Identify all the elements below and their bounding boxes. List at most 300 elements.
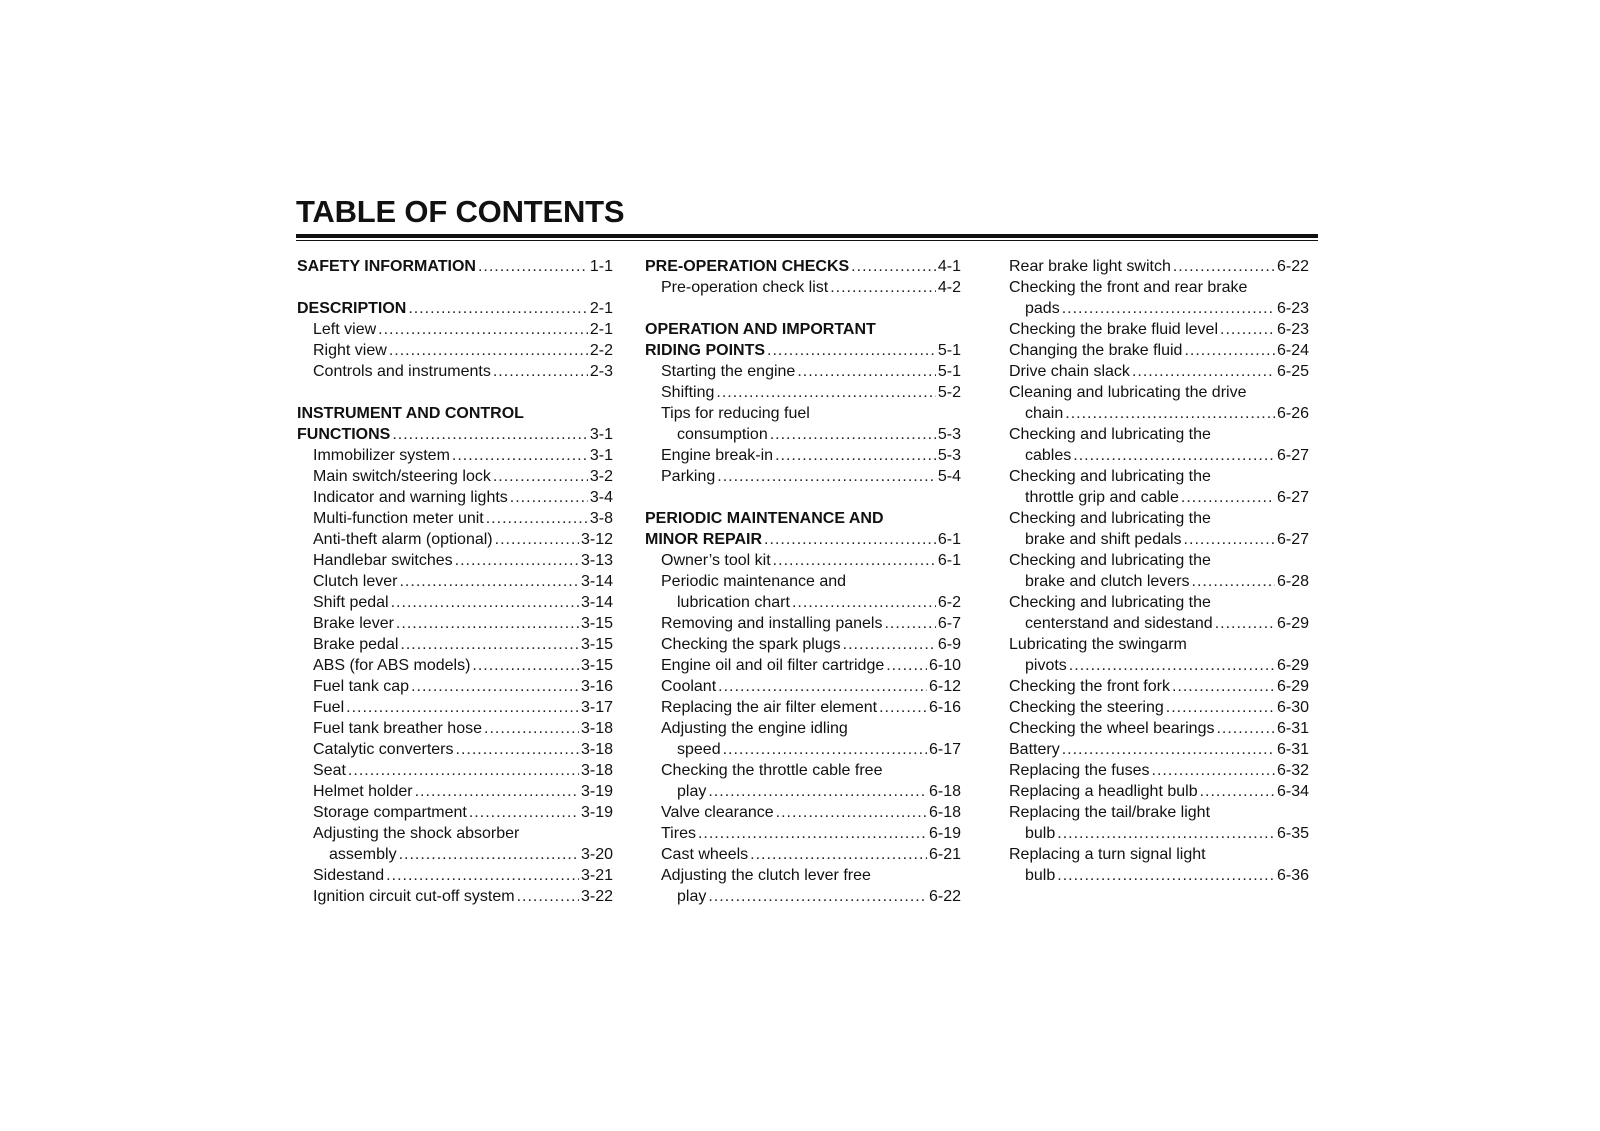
toc-dot-leader [392, 424, 588, 445]
toc-dot-leader [348, 760, 579, 781]
toc-entry-title: Pre-operation check list [661, 279, 829, 296]
toc-section-entry[interactable] [645, 529, 961, 550]
toc-entry-title: lubrication chart [677, 594, 790, 611]
toc-dot-leader [886, 655, 927, 676]
toc-page-number: 6-21 [928, 846, 961, 863]
toc-page-number: 6-31 [1276, 720, 1309, 737]
toc-entry[interactable] [1009, 613, 1309, 634]
toc-entry[interactable] [297, 508, 613, 529]
toc-entry-title: ABS (for ABS models) [313, 657, 471, 674]
toc-entry-title: Seat [313, 762, 346, 779]
toc-entry-title: PERIODIC MAINTENANCE AND [645, 510, 884, 527]
toc-entry[interactable] [297, 739, 613, 760]
toc-page-number: 6-35 [1276, 825, 1309, 842]
toc-page-number: 6-7 [937, 615, 961, 632]
toc-entry-title: Checking and lubricating the [1009, 468, 1211, 485]
toc-dot-leader [776, 802, 927, 823]
toc-entry[interactable] [645, 886, 961, 907]
toc-page-number: 2-3 [589, 363, 613, 380]
toc-entry-title: Checking the throttle cable free [661, 762, 883, 779]
toc-entry-title: Periodic maintenance and [661, 573, 847, 590]
toc-entry[interactable] [297, 319, 613, 340]
toc-dot-leader [408, 298, 588, 319]
toc-entry[interactable] [1009, 781, 1309, 802]
toc-entry-title: Fuel tank cap [313, 678, 410, 695]
toc-dot-leader [346, 697, 579, 718]
toc-dot-leader [456, 739, 579, 760]
toc-entry-title: Coolant [661, 678, 717, 695]
toc-entry[interactable] [297, 781, 613, 802]
toc-dot-leader [391, 592, 579, 613]
toc-entry-title: Owner’s tool kit [661, 552, 771, 569]
toc-entry-title: Replacing a headlight bulb [1009, 783, 1198, 800]
toc-dot-leader [411, 676, 579, 697]
toc-entry[interactable] [645, 844, 961, 865]
toc-entry-title: Engine break-in [661, 447, 774, 464]
toc-entry[interactable] [1009, 529, 1309, 550]
toc-entry-title: Rear brake light switch [1009, 258, 1171, 275]
toc-entry[interactable] [645, 655, 961, 676]
toc-entry-title: cables [1025, 447, 1072, 464]
toc-entry[interactable] [297, 550, 613, 571]
toc-dot-leader [1184, 529, 1275, 550]
toc-entry-title: Replacing the tail/brake light [1009, 804, 1211, 821]
toc-dot-leader [389, 340, 588, 361]
toc-page-number: 3-2 [589, 468, 613, 485]
toc-entry-title: brake and clutch levers [1025, 573, 1190, 590]
toc-entry [645, 403, 961, 424]
toc-entry-title: Checking the steering [1009, 699, 1164, 716]
toc-entry-title: Storage compartment [313, 804, 467, 821]
toc-entry-title: Catalytic converters [313, 741, 454, 758]
toc-dot-leader [1200, 781, 1275, 802]
toc-page-number: 6-27 [1276, 447, 1309, 464]
toc-page-number: 6-19 [928, 825, 961, 842]
toc-entry-title: MINOR REPAIR [645, 531, 763, 548]
toc-entry-title: brake and shift pedals [1025, 531, 1182, 548]
toc-dot-leader [472, 655, 579, 676]
toc-entry[interactable] [645, 424, 961, 445]
toc-entry[interactable] [645, 676, 961, 697]
toc-page-number: 6-18 [928, 783, 961, 800]
toc-entry-title: Fuel [313, 699, 345, 716]
toc-entry-title: Checking and lubricating the [1009, 552, 1211, 569]
toc-entry [1009, 634, 1309, 655]
toc-page-number: 6-34 [1276, 783, 1309, 800]
toc-entry-title: Main switch/steering lock [313, 468, 491, 485]
toc-entry[interactable] [645, 802, 961, 823]
toc-entry [645, 571, 961, 592]
toc-dot-leader [386, 865, 579, 886]
toc-entry[interactable] [297, 718, 613, 739]
toc-page-number: 3-12 [580, 531, 613, 548]
toc-dot-leader [767, 340, 936, 361]
toc-dot-leader [698, 823, 927, 844]
toc-entry-title: Lubricating the swingarm [1009, 636, 1187, 653]
toc-page-number: 1-1 [589, 258, 613, 275]
toc-dot-leader [718, 676, 927, 697]
toc-dot-leader [493, 361, 588, 382]
toc-entry-title: bulb [1025, 867, 1056, 884]
toc-entry[interactable] [1009, 487, 1309, 508]
toc-entry-title: Anti-theft alarm (optional) [313, 531, 493, 548]
toc-dot-leader [1062, 739, 1275, 760]
toc-dot-leader [1069, 655, 1275, 676]
toc-dot-leader [1215, 613, 1275, 634]
toc-dot-leader [775, 445, 936, 466]
toc-entry[interactable] [297, 802, 613, 823]
toc-entry [1009, 277, 1309, 298]
toc-page-number: 3-20 [580, 846, 613, 863]
toc-entry-title: Tips for reducing fuel [661, 405, 810, 422]
toc-page-number: 6-27 [1276, 531, 1309, 548]
toc-entry[interactable] [1009, 697, 1309, 718]
toc-entry-title: Controls and instruments [313, 363, 491, 380]
toc-dot-leader [843, 634, 936, 655]
toc-dot-leader [1184, 340, 1275, 361]
toc-entry-title: DESCRIPTION [297, 300, 407, 317]
toc-entry-title: Checking the wheel bearings [1009, 720, 1215, 737]
toc-entry[interactable] [1009, 823, 1309, 844]
toc-dot-leader [486, 508, 588, 529]
toc-entry[interactable] [297, 634, 613, 655]
toc-entry[interactable] [297, 697, 613, 718]
toc-page-number: 3-14 [580, 573, 613, 590]
toc-entry[interactable] [297, 844, 613, 865]
toc-entry[interactable] [1009, 865, 1309, 886]
toc-entry[interactable] [645, 550, 961, 571]
toc-section-entry[interactable] [645, 256, 961, 277]
toc-dot-leader [1192, 571, 1275, 592]
toc-page-number: 3-15 [580, 615, 613, 632]
toc-dot-leader [1181, 487, 1275, 508]
toc-entry-title: Valve clearance [661, 804, 774, 821]
toc-dot-leader [478, 256, 588, 277]
toc-page-number: 4-2 [937, 279, 961, 296]
toc-page-number: 3-15 [580, 657, 613, 674]
toc-dot-leader [1065, 403, 1275, 424]
toc-entry[interactable] [297, 886, 613, 907]
toc-page-number: 6-1 [937, 552, 961, 569]
toc-dot-leader [770, 424, 936, 445]
toc-entry-title: Multi-function meter unit [313, 510, 484, 527]
toc-entry[interactable] [297, 361, 613, 382]
toc-entry-title: Clutch lever [313, 573, 398, 590]
toc-page-number: 3-18 [580, 741, 613, 758]
toc-entry-title: Checking the brake fluid level [1009, 321, 1219, 338]
toc-entry-title: OPERATION AND IMPORTANT [645, 321, 876, 338]
toc-entry [1009, 382, 1309, 403]
toc-entry-title: bulb [1025, 825, 1056, 842]
toc-entry[interactable] [1009, 298, 1309, 319]
toc-dot-leader [851, 256, 936, 277]
toc-entry[interactable] [297, 529, 613, 550]
toc-page-number: 3-4 [589, 489, 613, 506]
toc-page-number: 2-1 [589, 321, 613, 338]
toc-entry-title: centerstand and sidestand [1025, 615, 1213, 632]
toc-page-number: 6-1 [937, 531, 961, 548]
toc-entry-title: Changing the brake fluid [1009, 342, 1183, 359]
toc-entry[interactable] [1009, 655, 1309, 676]
toc-entry[interactable] [297, 865, 613, 886]
toc-entry[interactable] [645, 466, 961, 487]
toc-page-number: 6-16 [928, 699, 961, 716]
toc-column-3 [1009, 256, 1309, 886]
toc-entry-title: Checking and lubricating the [1009, 426, 1211, 443]
toc-entry-title: Adjusting the clutch lever free [661, 867, 871, 884]
toc-entry-title: Fuel tank breather hose [313, 720, 482, 737]
toc-entry [645, 760, 961, 781]
toc-entry [1009, 802, 1309, 823]
toc-entry-title: Shifting [661, 384, 715, 401]
toc-dot-leader [830, 277, 936, 298]
toc-entry[interactable] [645, 361, 961, 382]
toc-page-number: 6-36 [1276, 867, 1309, 884]
toc-page-number: 6-17 [928, 741, 961, 758]
toc-entry-title: Checking the front fork [1009, 678, 1170, 695]
toc-entry-title: Battery [1009, 741, 1060, 758]
toc-entry[interactable] [1009, 445, 1309, 466]
toc-entry[interactable] [297, 466, 613, 487]
toc-dot-leader [415, 781, 579, 802]
toc-spacer [645, 487, 961, 508]
toc-entry[interactable] [645, 634, 961, 655]
toc-entry[interactable] [1009, 319, 1309, 340]
toc-page-number: 6-22 [1276, 258, 1309, 275]
toc-dot-leader [396, 613, 579, 634]
toc-entry-title: Checking the front and rear brake [1009, 279, 1248, 296]
toc-entry[interactable] [645, 739, 961, 760]
toc-page-number: 3-17 [580, 699, 613, 716]
toc-dot-leader [399, 571, 578, 592]
toc-dot-leader [510, 487, 588, 508]
toc-entry-title: Removing and installing panels [661, 615, 883, 632]
toc-dot-leader [400, 634, 579, 655]
toc-entry[interactable] [1009, 361, 1309, 382]
toc-dot-leader [452, 445, 588, 466]
toc-page-number: 6-29 [1276, 657, 1309, 674]
toc-column-2 [645, 256, 961, 907]
toc-entry-title: Checking the spark plugs [661, 636, 841, 653]
toc-entry[interactable] [1009, 403, 1309, 424]
toc-entry-title: pads [1025, 300, 1060, 317]
toc-entry[interactable] [645, 382, 961, 403]
toc-dot-leader [1132, 361, 1275, 382]
toc-entry [1009, 592, 1309, 613]
toc-entry[interactable] [1009, 739, 1309, 760]
toc-entry[interactable] [645, 781, 961, 802]
toc-entry-title: Cleaning and lubricating the drive [1009, 384, 1247, 401]
toc-entry[interactable] [297, 655, 613, 676]
toc-dot-leader [378, 319, 588, 340]
toc-entry-title: pivots [1025, 657, 1067, 674]
toc-page-number: 5-3 [937, 426, 961, 443]
toc-section-entry[interactable] [297, 256, 613, 277]
toc-page-number: 3-15 [580, 636, 613, 653]
toc-entry-title: Brake pedal [313, 636, 399, 653]
toc-section-entry [645, 508, 961, 529]
toc-section-entry[interactable] [297, 298, 613, 319]
page-title: TABLE OF CONTENTS [296, 194, 625, 229]
toc-spacer [297, 382, 613, 403]
toc-dot-leader [797, 361, 936, 382]
toc-dot-leader [764, 529, 936, 550]
title-rule-thick [296, 234, 1318, 238]
toc-entry-title: Checking and lubricating the [1009, 510, 1211, 527]
toc-entry[interactable] [297, 340, 613, 361]
toc-entry[interactable] [297, 487, 613, 508]
toc-entry[interactable] [645, 823, 961, 844]
toc-page-number: 6-23 [1276, 300, 1309, 317]
toc-dot-leader [1173, 256, 1275, 277]
toc-entry-title: consumption [677, 426, 768, 443]
toc-page-number: 6-2 [937, 594, 961, 611]
toc-entry[interactable] [1009, 571, 1309, 592]
toc-page-number: 6-28 [1276, 573, 1309, 590]
toc-page-number: 3-22 [580, 888, 613, 905]
toc-entry[interactable] [1009, 760, 1309, 781]
toc-dot-leader [716, 382, 936, 403]
toc-spacer [297, 277, 613, 298]
toc-section-entry [645, 319, 961, 340]
toc-entry-title: Cast wheels [661, 846, 749, 863]
toc-entry-title: Shift pedal [313, 594, 389, 611]
toc-entry-title: FUNCTIONS [297, 426, 391, 443]
toc-page-number: 6-26 [1276, 405, 1309, 422]
toc-entry[interactable] [1009, 340, 1309, 361]
toc-entry[interactable] [297, 445, 613, 466]
toc-page-number: 5-3 [937, 447, 961, 464]
toc-page-number: 3-16 [580, 678, 613, 695]
toc-entry-title: Parking [661, 468, 716, 485]
toc-page-number: 4-1 [937, 258, 961, 275]
toc-entry[interactable] [297, 613, 613, 634]
toc-dot-leader [1166, 697, 1275, 718]
toc-dot-leader [717, 466, 936, 487]
toc-entry-title: Handlebar switches [313, 552, 453, 569]
toc-dot-leader [879, 697, 927, 718]
toc-page-number: 6-12 [928, 678, 961, 695]
toc-entry-title: Indicator and warning lights [313, 489, 508, 506]
toc-dot-leader [1216, 718, 1275, 739]
toc-entry-title: Helmet holder [313, 783, 413, 800]
toc-page-number: 6-30 [1276, 699, 1309, 716]
toc-dot-leader [792, 592, 936, 613]
toc-dot-leader [750, 844, 927, 865]
toc-page-number: 6-22 [928, 888, 961, 905]
toc-entry-title: throttle grip and cable [1025, 489, 1179, 506]
toc-dot-leader [773, 550, 936, 571]
toc-entry[interactable] [1009, 718, 1309, 739]
toc-dot-leader [708, 781, 927, 802]
toc-spacer [645, 298, 961, 319]
toc-page-number: 6-32 [1276, 762, 1309, 779]
toc-entry-title: Starting the engine [661, 363, 796, 380]
toc-entry[interactable] [297, 760, 613, 781]
toc-entry-title: Checking and lubricating the [1009, 594, 1211, 611]
toc-section-entry[interactable] [297, 424, 613, 445]
toc-dot-leader [484, 718, 579, 739]
toc-page-number: 6-23 [1276, 321, 1309, 338]
toc-entry[interactable] [297, 592, 613, 613]
toc-section-entry [297, 403, 613, 424]
toc-page-number: 3-18 [580, 762, 613, 779]
toc-dot-leader [495, 529, 579, 550]
toc-page-number: 3-19 [580, 804, 613, 821]
toc-entry [1009, 844, 1309, 865]
toc-page-number: 5-1 [937, 363, 961, 380]
toc-entry-title: Engine oil and oil filter cartridge [661, 657, 885, 674]
toc-entry[interactable] [645, 277, 961, 298]
toc-entry-title: INSTRUMENT AND CONTROL [297, 405, 524, 422]
toc-entry[interactable] [645, 592, 961, 613]
toc-entry-title: Tires [661, 825, 696, 842]
toc-entry [1009, 508, 1309, 529]
toc-entry[interactable] [297, 676, 613, 697]
toc-dot-leader [1073, 445, 1275, 466]
toc-page-number: 3-13 [580, 552, 613, 569]
toc-entry-title: speed [677, 741, 721, 758]
toc-page-number: 6-18 [928, 804, 961, 821]
toc-entry[interactable] [1009, 256, 1309, 277]
toc-page-number: 5-4 [937, 468, 961, 485]
toc-entry [1009, 424, 1309, 445]
toc-page-number: 2-1 [589, 300, 613, 317]
toc-entry[interactable] [645, 445, 961, 466]
toc-dot-leader [469, 802, 579, 823]
toc-entry[interactable] [297, 571, 613, 592]
toc-entry-title: assembly [329, 846, 397, 863]
toc-page-number: 6-10 [928, 657, 961, 674]
toc-entry-title: SAFETY INFORMATION [297, 258, 476, 275]
toc-page-number: 3-19 [580, 783, 613, 800]
toc-entry-title: play [677, 888, 707, 905]
toc-page-number: 3-1 [589, 426, 613, 443]
toc-page-number: 3-8 [589, 510, 613, 527]
toc-entry-title: Brake lever [313, 615, 394, 632]
toc-dot-leader [399, 844, 579, 865]
toc-page-number: 3-18 [580, 720, 613, 737]
toc-section-entry[interactable] [645, 340, 961, 361]
toc-entry [1009, 466, 1309, 487]
toc-entry [297, 823, 613, 844]
toc-entry-title: chain [1025, 405, 1064, 422]
toc-page-number: 6-24 [1276, 342, 1309, 359]
toc-page-number: 6-29 [1276, 678, 1309, 695]
toc-dot-leader [1057, 823, 1275, 844]
toc-page-number: 6-27 [1276, 489, 1309, 506]
toc-page-number: 6-31 [1276, 741, 1309, 758]
toc-entry-title: Ignition circuit cut-off system [313, 888, 515, 905]
toc-entry[interactable] [645, 613, 961, 634]
toc-entry [1009, 550, 1309, 571]
toc-dot-leader [455, 550, 579, 571]
toc-entry-title: Adjusting the shock absorber [313, 825, 520, 842]
toc-entry-title: Replacing the air filter element [661, 699, 878, 716]
toc-dot-leader [708, 886, 927, 907]
toc-dot-leader [1220, 319, 1275, 340]
title-rule-thin [296, 240, 1318, 241]
toc-page-number: 5-1 [937, 342, 961, 359]
toc-dot-leader [493, 466, 588, 487]
toc-page-number: 6-9 [937, 636, 961, 653]
toc-column-1 [297, 256, 613, 907]
toc-entry[interactable] [1009, 676, 1309, 697]
toc-page-number: 6-29 [1276, 615, 1309, 632]
toc-entry-title: Replacing a turn signal light [1009, 846, 1206, 863]
toc-page-number: 2-2 [589, 342, 613, 359]
toc-entry[interactable] [645, 697, 961, 718]
